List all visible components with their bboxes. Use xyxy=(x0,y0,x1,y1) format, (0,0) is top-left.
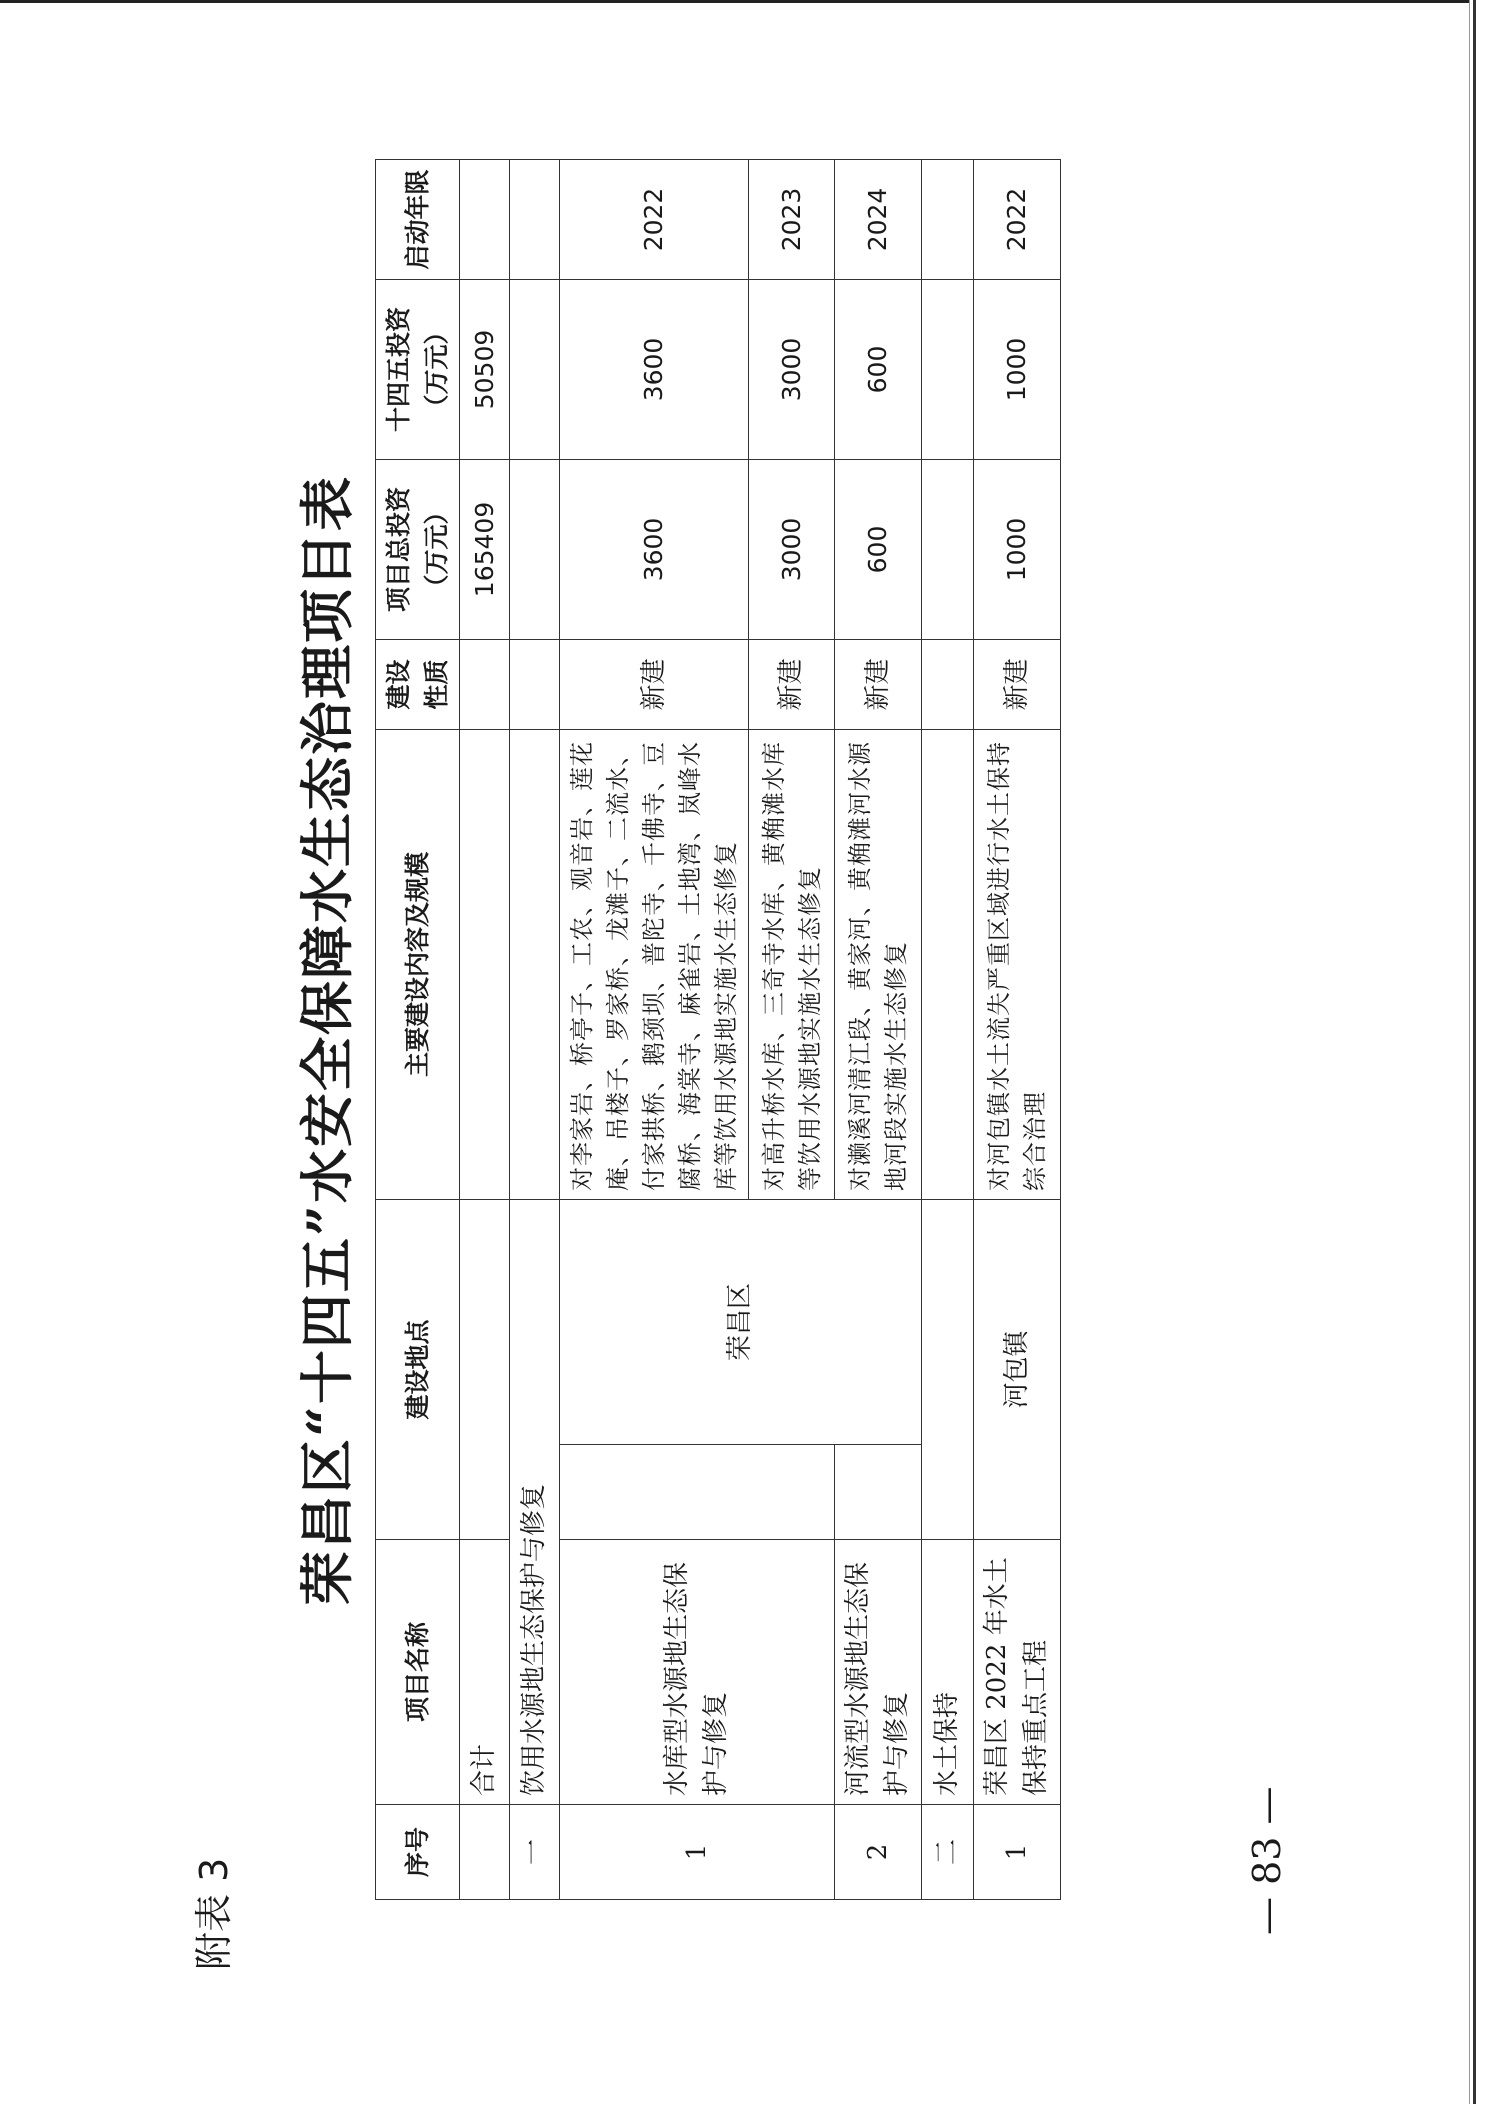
row1-2-location: 荣昌区 xyxy=(560,1199,922,1444)
row1a-plan-invest: 3600 xyxy=(560,279,749,459)
total-start-year xyxy=(460,159,510,279)
row1-seq: 1 xyxy=(560,1805,835,1900)
header-plan-invest: 十四五投资（万元） xyxy=(376,279,460,459)
section2-content xyxy=(922,729,974,1199)
section1-nature xyxy=(510,639,560,729)
total-row xyxy=(460,159,510,1899)
row2-location-empty xyxy=(835,1445,922,1540)
row1a-content: 对李家岩、桥亭子、工农、观音岩、莲花庵、吊楼子、罗家桥、龙滩子、二流水、付家拱桥、鹅颈坝、普陀寺、千佛寺、豆腐桥、海棠寺、麻雀岩、土地湾、岚峰水库等饮用水源地实施水生态修复 xyxy=(560,729,749,1199)
section2-total xyxy=(922,459,974,639)
section1-year xyxy=(510,159,560,279)
section2-year xyxy=(922,159,974,279)
row1-location xyxy=(560,1445,835,1540)
header-seq: 序号 xyxy=(376,1805,460,1900)
row3-start-year: 2022 xyxy=(974,159,1061,279)
section2-location xyxy=(922,1199,974,1539)
page-number: — 83 — xyxy=(1245,1786,1289,1935)
section2-nature xyxy=(922,639,974,729)
header-content: 主要建设内容及规模 xyxy=(376,729,460,1199)
section2-plan xyxy=(922,279,974,459)
header-start-year: 启动年限 xyxy=(376,159,460,279)
table-row xyxy=(835,159,922,1899)
row1b-nature: 新建 xyxy=(749,639,835,729)
row3-location: 河包镇 xyxy=(974,1199,1061,1539)
total-invest-plan: 50509 xyxy=(460,279,510,459)
page-title: 荣昌区“十四五”水安全保障水生态治理项目表 xyxy=(295,474,359,1606)
row2-start-year: 2024 xyxy=(835,159,922,279)
total-seq xyxy=(460,1805,510,1900)
rotated-page xyxy=(175,90,1475,1990)
scan-edge-top xyxy=(0,0,1470,3)
row1-name: 水库型水源地生态保护与修复 xyxy=(560,1540,835,1805)
table-row xyxy=(974,159,1061,1899)
total-invest-total: 165409 xyxy=(460,459,510,639)
total-location xyxy=(460,1199,510,1539)
row3-nature: 新建 xyxy=(974,639,1061,729)
section1-plan xyxy=(510,279,560,459)
header-location: 建设地点 xyxy=(376,1199,460,1539)
header-name: 项目名称 xyxy=(376,1540,460,1805)
section2-label: 水土保持 xyxy=(922,1540,974,1805)
section1-total xyxy=(510,459,560,639)
section2-seq: 二 xyxy=(922,1805,974,1900)
header-row xyxy=(376,159,460,1899)
row2-name: 河流型水源地生态保护与修复 xyxy=(835,1540,922,1805)
row1a-nature: 新建 xyxy=(560,639,749,729)
project-table xyxy=(375,159,1061,1900)
row1b-total-invest: 3000 xyxy=(749,459,835,639)
row3-seq: 1 xyxy=(974,1805,1061,1900)
table-row xyxy=(560,159,749,1899)
row2-seq: 2 xyxy=(835,1805,922,1900)
row3-total-invest: 1000 xyxy=(974,459,1061,639)
appendix-label: 附表 3 xyxy=(192,1857,236,1970)
row3-name: 荣昌区 2022 年水土保持重点工程 xyxy=(974,1540,1061,1805)
row3-content: 对河包镇水土流失严重区域进行水土保持综合治理 xyxy=(974,729,1061,1199)
total-nature xyxy=(460,639,510,729)
row1a-start-year: 2022 xyxy=(560,159,749,279)
row1b-start-year: 2023 xyxy=(749,159,835,279)
total-label: 合计 xyxy=(460,1540,510,1805)
row1b-plan-invest: 3000 xyxy=(749,279,835,459)
section1-label: 饮用水源地生态保护与修复 xyxy=(510,1199,560,1804)
row2-plan-invest: 600 xyxy=(835,279,922,459)
row1b-content: 对高升桥水库、三奇寺水库、黄桷滩水库等饮用水源地实施水生态修复 xyxy=(749,729,835,1199)
section-row-1 xyxy=(510,159,560,1899)
section1-content xyxy=(510,729,560,1199)
section-row-2 xyxy=(922,159,974,1899)
row2-total-invest: 600 xyxy=(835,459,922,639)
header-nature: 建设性质 xyxy=(376,639,460,729)
row2-nature: 新建 xyxy=(835,639,922,729)
section1-seq: 一 xyxy=(510,1805,560,1900)
total-content xyxy=(460,729,510,1199)
row2-content: 对濑溪河清江段、黄家河、黄桷滩河水源地河段实施水生态修复 xyxy=(835,729,922,1199)
row1a-total-invest: 3600 xyxy=(560,459,749,639)
header-total-invest: 项目总投资（万元） xyxy=(376,459,460,639)
row3-plan-invest: 1000 xyxy=(974,279,1061,459)
